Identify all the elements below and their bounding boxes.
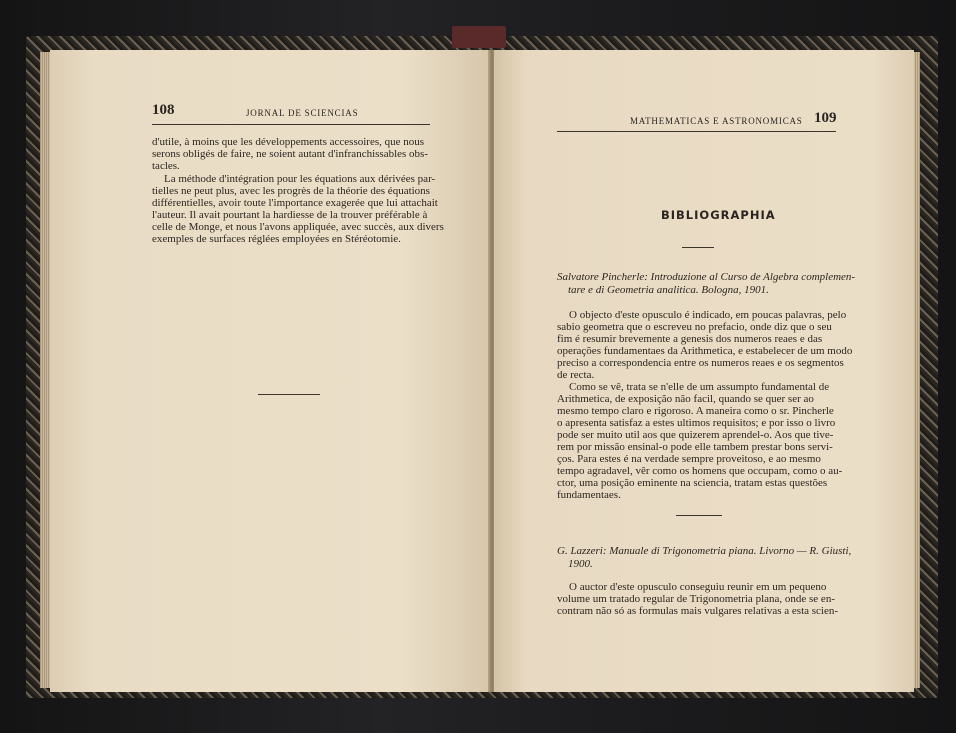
- left-page-number: 108: [152, 102, 175, 118]
- entry-divider: [676, 515, 722, 516]
- entry2-body-line-2: volume um tratado regular de Trigonometria plana, onde se en-: [557, 593, 835, 605]
- right-page-number: 109: [814, 110, 837, 126]
- entry1-body-line-15: ctor, uma posição eminente na sciencia, tratam estas questões: [557, 477, 828, 489]
- entry1-body-line-2: sabio geometra que o escreveu no prefacio, onde diz que o seu: [557, 321, 832, 333]
- spine-bookmark-band: [452, 26, 506, 48]
- left-line-3: tacles.: [152, 160, 180, 172]
- left-line-9: exemples de surfaces réglées employées en Stéréotomie.: [152, 233, 401, 245]
- entry2-body-line-3: contram não só as formulas mais vulgares relativas a esta scien-: [557, 605, 839, 617]
- entry1-body-line-8: Arithmetica, de exposição não facil, quando se quer ser ao: [557, 393, 814, 405]
- left-line-4: La méthode d'intégration pour les équations aux dérivées par-: [164, 173, 436, 185]
- right-running-head: MATHEMATICAS E ASTRONOMICAS: [630, 116, 803, 126]
- left-line-1: d'utile, à moins que les développements accessoires, que nous: [152, 136, 425, 148]
- entry1-title-line-1: Salvatore Pincherle: Introduzione al Curso de Algebra complemen-: [557, 271, 856, 283]
- entry1-body-line-14: tempo agradavel, vêr como os homens que occupam, como o au-: [557, 465, 843, 477]
- entry1-body-line-16: fundamentaes.: [557, 489, 621, 501]
- left-section-divider: [258, 394, 320, 395]
- entry1-body-line-11: pode ser muito util aos que quizerem aprendel-o. Aos que tive-: [557, 429, 834, 441]
- entry2-body-line-1: O auctor d'este opusculo conseguiu reunir em um pequeno: [569, 581, 827, 593]
- left-page-edges: [40, 52, 50, 688]
- entry2-title-line-1: G. Lazzeri: Manuale di Trigonometria piana. Livorno — R. Giusti,: [557, 545, 852, 557]
- left-line-5: tielles ne peut plus, avec les progrès de la théorie des équations: [152, 185, 430, 197]
- entry1-body-line-1: O objecto d'este opusculo é indicado, em poucas palavras, pelo: [569, 309, 847, 321]
- entry1-body-line-6: de recta.: [557, 369, 595, 381]
- entry1-title-line-2: tare e di Geometria analitica. Bologna, 1901.: [568, 284, 769, 296]
- entry1-body-line-9: mesmo tempo claro e rigoroso. A maneira como o sr. Pincherle: [557, 405, 834, 417]
- left-line-8: celle de Monge, et nous l'avons appliquée, avec succès, aux divers: [152, 221, 444, 233]
- title-underline: [682, 247, 714, 248]
- entry1-body-line-13: ços. Para estes é na verdade sempre proveitoso, e ao mesmo: [557, 453, 821, 465]
- left-line-7: l'auteur. Il avait pourtant la hardiesse de la trouver préférable à: [152, 209, 428, 221]
- entry1-body-line-7: Como se vê, trata se n'elle de um assumpto fundamental de: [569, 381, 830, 393]
- left-line-6: différentielles, avoir toute l'importance exagerée que lui attachait: [152, 197, 438, 209]
- section-title: BIBLIOGRAPHIA: [661, 208, 776, 222]
- entry2-title-line-2: 1900.: [568, 558, 593, 570]
- entry1-body-line-12: rem por missão ensinal-o pode elle tambem prestar bons servi-: [557, 441, 833, 453]
- entry1-body-line-5: preciso a correspondencia entre os numeros reaes e os segmentos: [557, 357, 844, 369]
- left-running-head: JORNAL DE SCIENCIAS: [246, 108, 359, 118]
- entry1-body-line-3: fim é resumir brevemente a genesis dos numeros reaes e das: [557, 333, 823, 345]
- left-line-2: serons obligés de faire, ne soient autant d'infranchissables obs-: [152, 148, 428, 160]
- left-header-rule: [152, 124, 430, 125]
- entry1-body-line-10: o apresenta satisfaz a estes ultimos requisitos; e por isso o livro: [557, 417, 836, 429]
- entry1-body-line-4: operações fundamentaes da Arithmetica, e estabelecer de um modo: [557, 345, 853, 357]
- right-header-rule: [557, 131, 836, 132]
